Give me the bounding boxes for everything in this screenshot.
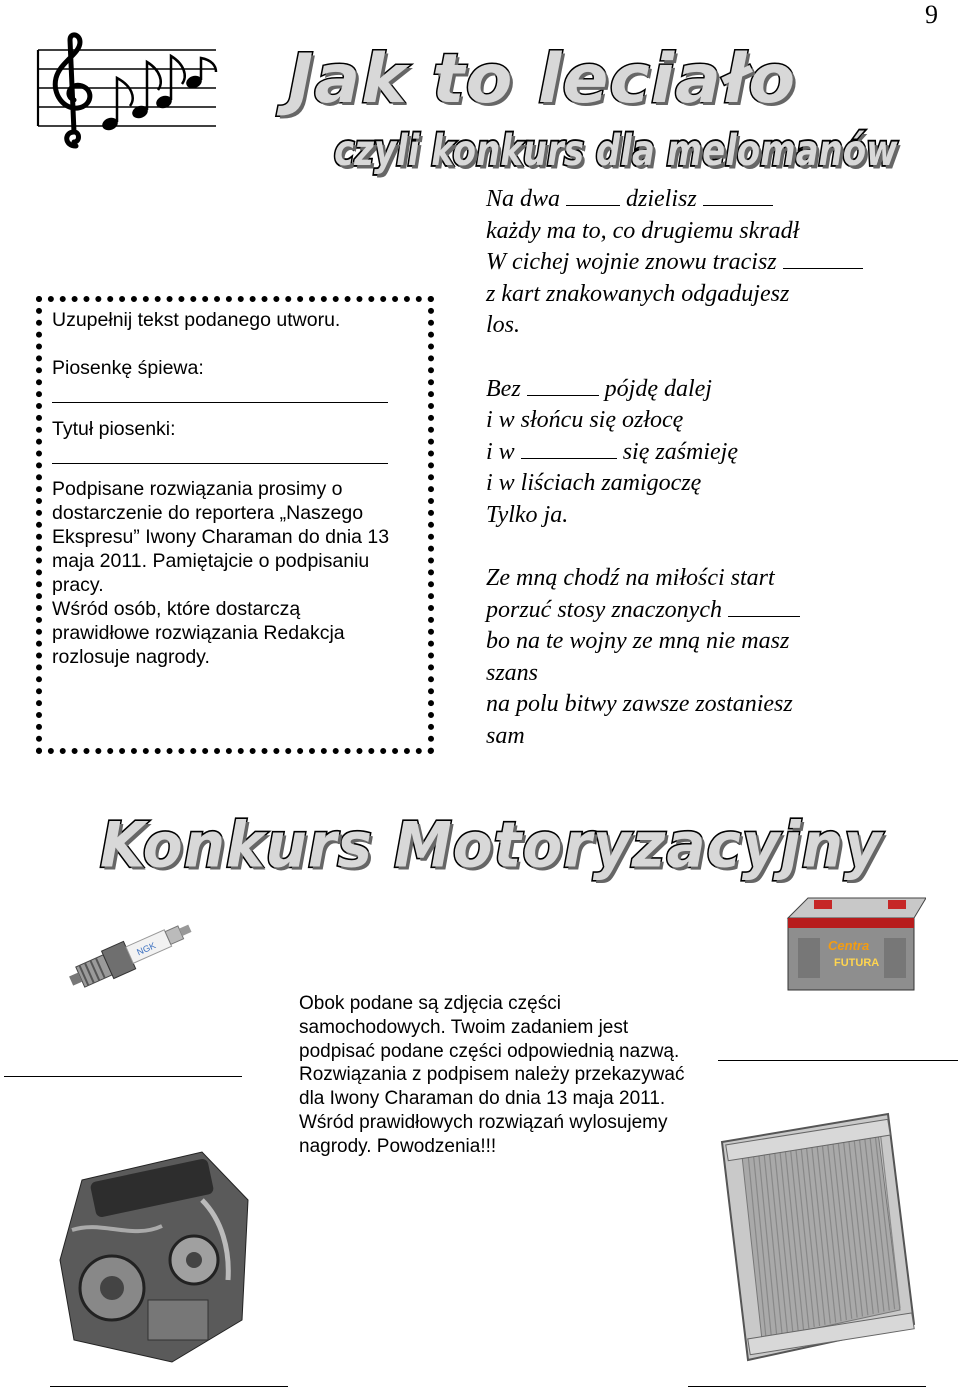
lyrics-line: Tylko ja. — [486, 501, 569, 528]
lyrics-line: los. — [486, 312, 521, 338]
singer-answer-line — [52, 380, 388, 403]
song-lyrics — [486, 184, 946, 752]
music-contest-title: Jak to leciało — [288, 40, 797, 119]
singer-label: Piosenkę śpiewa: — [52, 357, 204, 379]
engine-image — [52, 1140, 260, 1370]
lyrics-line: każdy ma to, co drugiemu skradł — [486, 217, 800, 244]
svg-text:NGK: NGK — [135, 940, 158, 958]
lyrics-line: sam — [486, 722, 525, 749]
song-title-label: Tytuł piosenki: — [52, 418, 176, 440]
lyrics-blank — [783, 254, 863, 269]
lyrics-blank — [527, 381, 599, 396]
answer-line-radiator — [688, 1386, 926, 1387]
motor-contest-title: Konkurs Motoryzacyjny — [100, 808, 883, 882]
instructions-text — [52, 308, 422, 669]
battery-model-label: FUTURA — [834, 957, 880, 969]
car-battery-image — [780, 890, 926, 998]
lyrics-line: porzuć stosy znaczonych — [486, 595, 946, 627]
battery-brand-label: Centra — [828, 938, 870, 953]
lyrics-line: na polu bitwy zawsze zostaniesz — [486, 691, 793, 717]
instructions-intro: Uzupełnij tekst podanego utworu. — [52, 309, 341, 331]
lyrics-line: i w się zaśmieję — [486, 438, 738, 465]
music-contest-subtitle: czyli konkurs dla melomanów — [334, 126, 898, 176]
lyrics-line: Na dwa dzielisz — [486, 184, 946, 216]
submission-note: Podpisane rozwiązania prosimy o dostarczenie do reportera „Naszego Ekspresu” Iwony Charaman do dnia 13 maja 2011. Pamiętajcie o podpisaniu pracy. — [52, 478, 390, 596]
radiator-image — [718, 1112, 918, 1362]
lyrics-blank — [521, 444, 617, 459]
lyrics-blank — [728, 602, 800, 617]
song-title-answer-line — [52, 441, 388, 464]
lyrics-line: Bez pójdę dalej — [486, 375, 712, 402]
lyrics-line: i w słońcu się ozłocę — [486, 407, 684, 433]
spark-plug-image — [56, 900, 204, 1012]
prize-note: Wśród osób, które dostarczą prawidłowe rozwiązania Redakcja rozlosuje nagrody. — [52, 598, 345, 668]
lyrics-line: z kart znakowanych odgadujesz — [486, 280, 790, 307]
lyrics-line: szans — [486, 659, 539, 686]
lyrics-line: Ze mną chodź na miłości start — [486, 565, 775, 591]
motor-contest-text: Obok podane są zdjęcia części samochodowych. Twoim zadaniem jest podpisać podane części odpowiednią nazwą. Rozwiązania z podpisem należy przekazywać dla Iwony Charaman do dnia 13 maja 2011. Wśród prawidłowych rozwiązań wylosujemy nagrody. Powodzenia!!! — [299, 993, 685, 1157]
answer-line-spark-plug — [4, 1076, 242, 1077]
answer-line-battery — [718, 1060, 958, 1061]
answer-line-engine — [50, 1386, 288, 1387]
lyrics-line: W cichej wojnie znowu tracisz — [486, 247, 946, 279]
lyrics-blank — [566, 191, 620, 206]
lyrics-line: bo na te wojny ze mną nie masz — [486, 628, 790, 654]
music-notes-icon — [34, 32, 220, 150]
lyrics-line: i w liściach zamigoczę — [486, 470, 702, 496]
lyrics-blank — [703, 191, 773, 206]
page-number: 9 — [925, 0, 938, 29]
